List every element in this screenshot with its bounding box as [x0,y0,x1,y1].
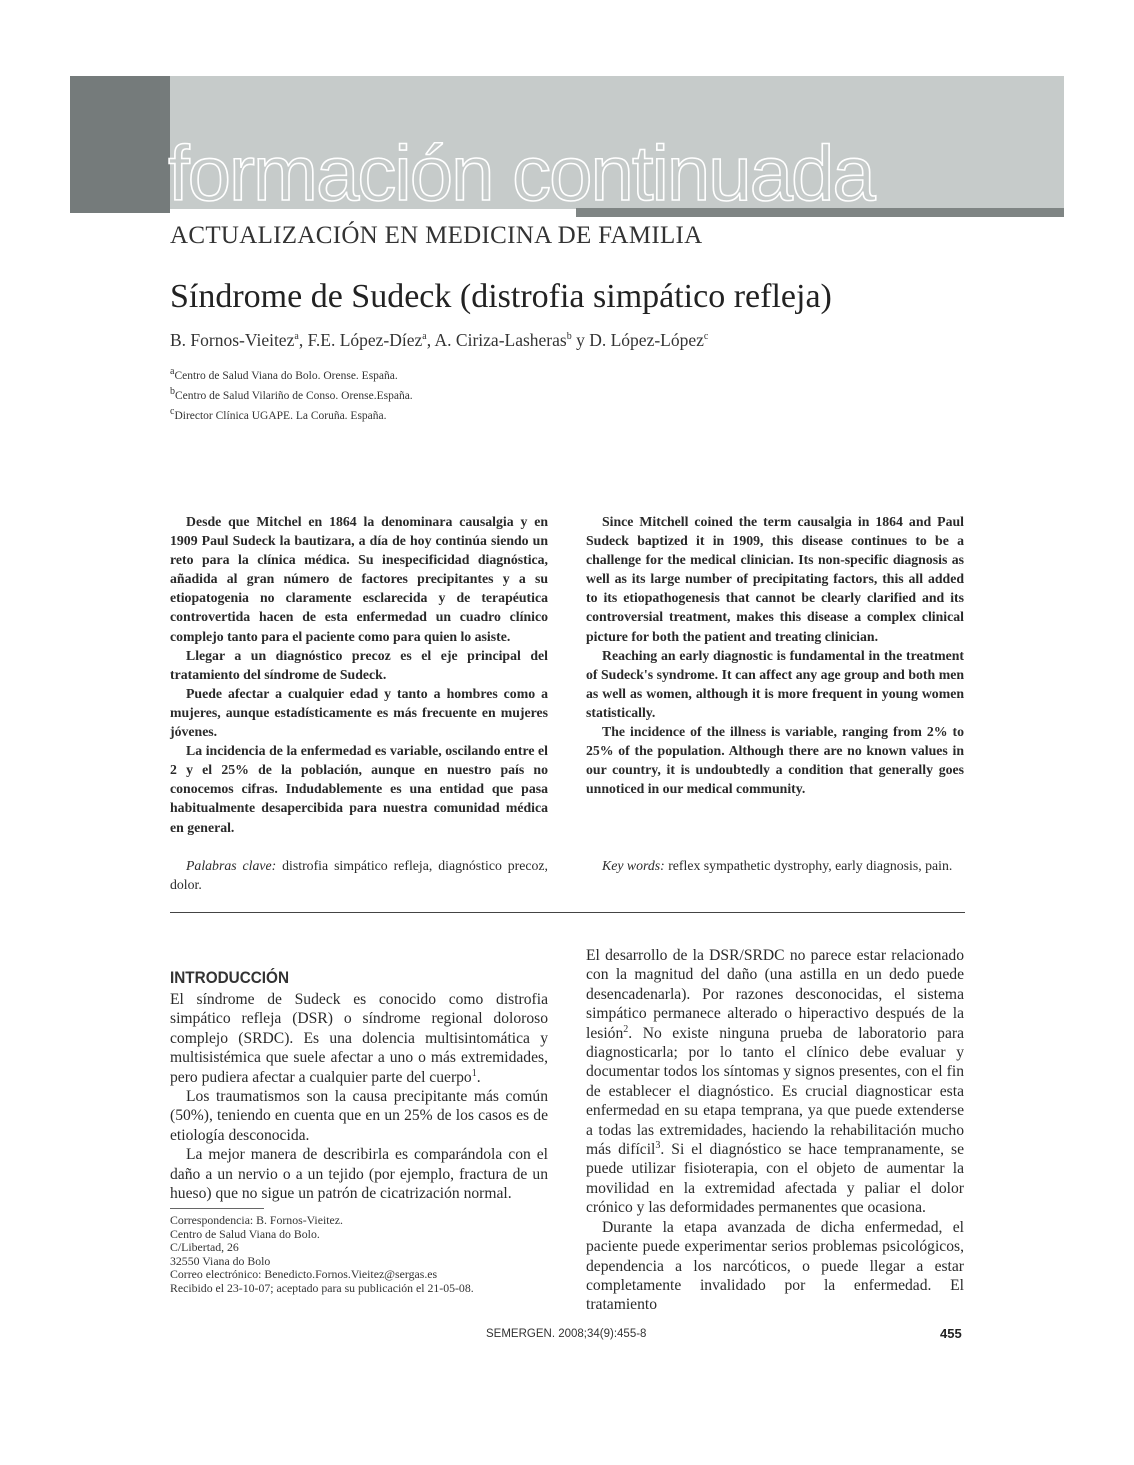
author-separator: y [571,330,590,350]
body-text: . Si el diagnóstico se hace tempranamente, se puede utilizar fisioterapia, con el objeto de aumentar la movilidad en la extremidad afectada y paliar el dolor crónico y las deformidades permanentes que ocasiona. [586,1141,965,1217]
reference-mark: 2 [623,1023,629,1035]
abstract-paragraph: Desde que Mitchel en 1864 la denominara causalgia y en 1909 Paul Sudeck la bautizara, a día de hoy continúa siendo un reto para la clínica médica. Su inespecificidad diagnóstica, añadida al gran número de factores precipitantes y a su etiopatogenia no claramente esclarecida y de terapéutica controvertida hacen de esta enfermedad un cuadro clínico complejo tanto para el paciente como para quien lo asiste. [170,514,548,644]
affiliation-line [170,404,413,424]
author-separator: , [298,330,308,350]
keywords-label: Palabras clave: [186,858,277,873]
abstract-paragraph: The incidence of the illness is variable, ranging from 2% to 25% of the population. Although there are no known values in our country, it is undoubtedly a condition that generally goes unnoticed in our medical community. [586,724,964,797]
intro-heading: INTRODUCCIÓN [170,968,289,987]
body-paragraph [586,946,964,1218]
affiliation-text: Director Clínica UGAPE. La Coruña. España. [174,409,387,422]
footnote-line: Correspondencia: B. Fornos-Vieitez. [170,1213,343,1227]
body-text: El síndrome de Sudeck es conocido como distrofia simpático refleja (DSR) o síndrome regional doloroso complejo (SRDC). Es una dolencia multisintomática y multisistémica que suele afectar a uno o más extremidades, pero pudiera afectar a cualquier parte del cuerpo [170,991,548,1086]
keywords-text: reflex sympathetic dystrophy, early diagnosis, pain. [668,858,953,873]
footnote-line: Correo electrónico: Benedicto.Fornos.Vieitez@sergas.es [170,1267,438,1282]
affiliations [170,364,413,423]
affiliation-line [170,384,413,404]
author-name: B. Fornos-Vieitez [170,330,295,350]
author-affil-mark: a [294,331,299,343]
keywords-english [586,856,964,875]
footnote-line: 32550 Viana do Bolo [170,1253,271,1268]
body-text: . [476,1068,481,1086]
page-number: 455 [940,1326,962,1341]
reference-mark: 3 [655,1139,661,1151]
reference-mark: 1 [471,1067,477,1079]
journal-citation: SEMERGEN. 2008;34(9):455-8 [486,1328,647,1340]
footnote-line: Centro de Salud Viana do Bolo. [170,1226,320,1241]
header-band-dark [70,76,170,213]
correspondence-footnote [170,1214,474,1296]
body-paragraph: La mejor manera de describirla es comparándola con el daño a un nervio o a un tejido (por ejemplo, fractura de un hueso) que no sigue un patrón de cicatrización normal. [170,1146,548,1203]
author-separator: , [426,330,435,350]
article-title: Síndrome de Sudeck (distrofia simpático refleja) [170,278,832,315]
banner-title: formación continuada [168,129,874,217]
author-name: A. Ciriza-Lasheras [434,330,567,350]
body-column-left [170,990,548,1203]
section-divider [170,912,965,913]
abstract-paragraph: Puede afectar a cualquier edad y tanto a hombres como a mujeres, aunque estadísticamente es más frecuente en mujeres jóvenes. [170,685,548,740]
affiliation-line [170,364,413,384]
author-name: D. López-López [589,330,704,350]
abstract-spanish [170,512,548,837]
footnote-rule [170,1208,264,1209]
keywords-text: distrofia simpático refleja, diagnóstico precoz, dolor. [170,858,548,893]
body-column-right [586,946,964,1315]
affiliation-mark: c [170,405,175,417]
author-list [170,330,708,351]
abstract-paragraph: Since Mitchell coined the term causalgia in 1864 and Paul Sudeck baptized it in 1909, this disease continues to be a challenge for the medical clinician. Its non-specific diagnosis as well as its large number of precipitating factors, this all added to its etiopathogenesis that cannot be clearly clarified and its controversial treatment, makes this disease a complex clinical picture for both the patient and treating clinician. [586,514,964,644]
section-title: ACTUALIZACIÓN EN MEDICINA DE FAMILIA [170,222,703,249]
affiliation-text: Centro de Salud Viana do Bolo. Orense. España. [174,369,398,382]
body-paragraph [170,990,548,1087]
body-paragraph: Los traumatismos son la causa precipitante más común (50%), teniendo en cuenta que en un 25% de los casos es de etiología desconocida. [170,1088,548,1144]
footnote-line: Recibido el 23-10-07; aceptado para su publicación el 21-05-08. [170,1280,474,1295]
affiliation-text: Centro de Salud Vilariño de Conso. Orense.España. [175,389,413,402]
abstract-english [586,512,964,798]
affiliation-mark: a [170,366,175,377]
author-affil-mark: a [422,331,427,343]
abstract-paragraph: Llegar a un diagnóstico precoz es el eje principal del tratamiento del síndrome de Sudeck. [170,647,548,682]
author-affil-mark: c [703,331,709,343]
keywords-label: Key words: [602,858,665,873]
keywords-spanish [170,856,548,894]
author-name: F.E. López-Díez [307,330,423,350]
abstract-paragraph: La incidencia de la enfermedad es variable, oscilando entre el 2 y el 25% de la población, aunque en nuestro país no conocemos cifras. Indudablemente es una entidad que pasa habitualmente desapercibida para nuestra comunidad médica en general. [170,743,548,835]
body-text: El desarrollo de la DSR/SRDC no parece estar relacionado con la magnitud del daño (una astilla en un dedo puede desencadenarla). Por razones desconocidas, el sistema simpático permanece alterado o hiperactivo después de la lesión [586,947,964,1042]
body-paragraph: Durante la etapa avanzada de dicha enfermedad, el paciente puede experimentar serios problemas psicológicos, dependencia a los narcóticos, o puede llegar a estar completamente invalidado por la enfermedad. El tratamiento [586,1218,964,1314]
author-affil-mark: b [566,331,572,343]
affiliation-mark: b [170,385,175,397]
abstract-paragraph: Reaching an early diagnostic is fundamental in the treatment of Sudeck's syndrome. It can affect any age group and both men as well as women, although it is more frequent in young women statistically. [586,647,964,720]
body-text: . No existe ninguna prueba de laboratorio para diagnosticarla; por lo tanto el clínico debe evaluar y documentar todos los síntomas y signos presentes, con el fin de establecer el diagnóstico. Es crucial diagnosticar esta enfermedad en su etapa temprana, ya que puede extenderse a todas las extremidades, haciendo la rehabilitación mucho más difícil [586,1024,964,1159]
footnote-line: C/Libertad, 26 [170,1240,239,1255]
